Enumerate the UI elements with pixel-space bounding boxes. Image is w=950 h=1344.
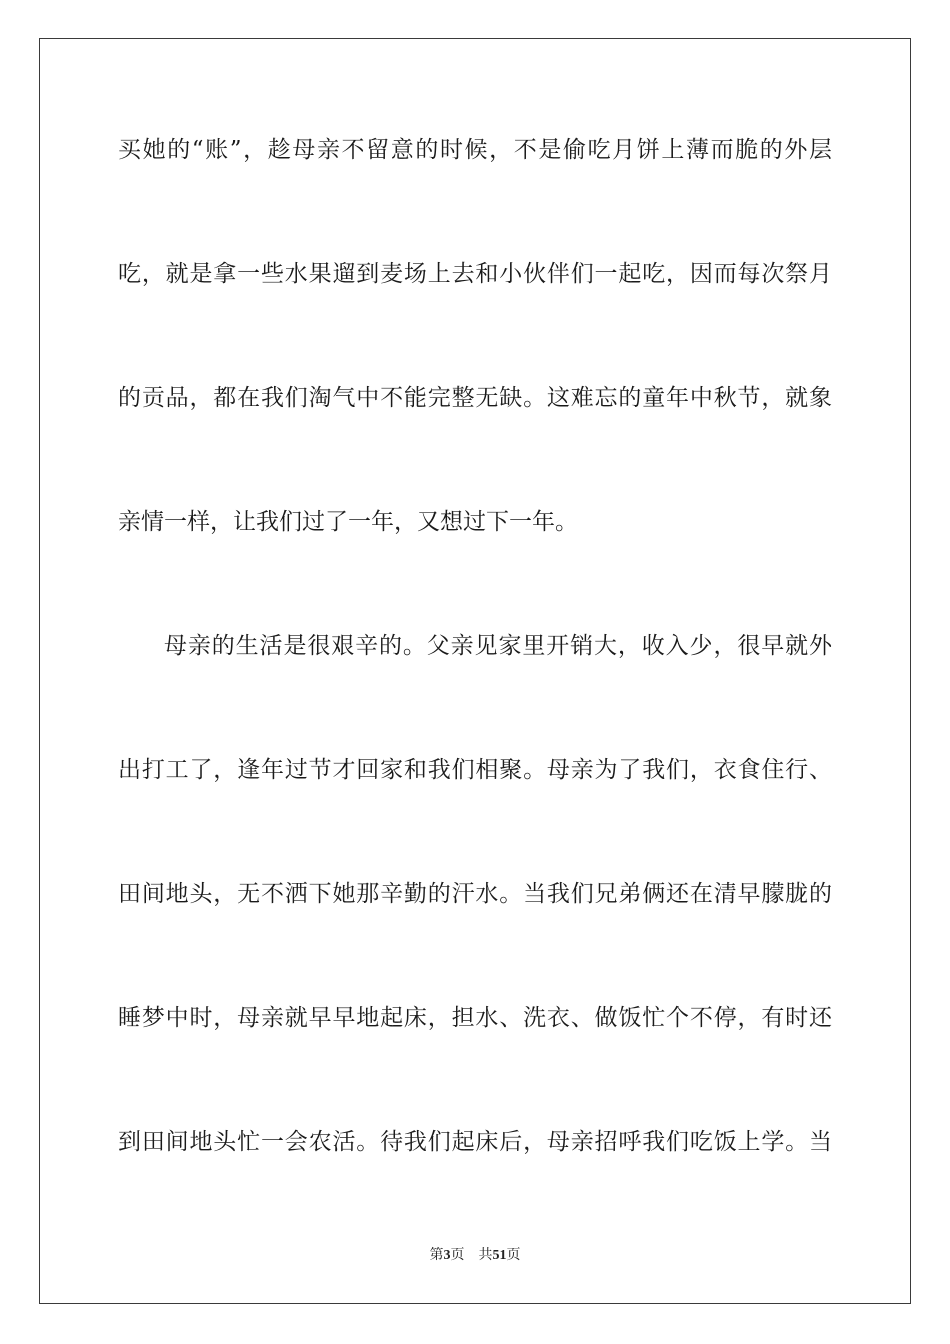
page-border xyxy=(39,38,911,1304)
body-text-line-4: 亲情一样，让我们过了一年，又想过下一年。 xyxy=(118,509,578,535)
body-text-line-2: 吃，就是拿一些水果遛到麦场上去和小伙伴们一起吃，因而每次祭月 xyxy=(118,261,832,287)
page-prefix: 第 xyxy=(429,1248,444,1263)
body-text-line-7: 田间地头，无不洒下她那辛勤的汗水。当我们兄弟俩还在清早朦胧的 xyxy=(118,881,832,907)
body-text-line-6: 出打工了，逢年过节才回家和我们相聚。母亲为了我们，衣食住行、 xyxy=(118,757,832,783)
total-suffix: 页 xyxy=(506,1248,521,1263)
body-text-line-8: 睡梦中时，母亲就早早地起床，担水、洗衣、做饭忙个不停，有时还 xyxy=(118,1005,832,1031)
total-pages: 51 xyxy=(492,1248,507,1263)
body-text-line-5: 母亲的生活是很艰辛的。父亲见家里开销大，收入少，很早就外 xyxy=(164,633,832,659)
page-footer xyxy=(0,1246,950,1266)
body-text-line-3: 的贡品，都在我们淘气中不能完整无缺。这难忘的童年中秋节，就象 xyxy=(118,385,832,411)
body-text-line-9: 到田间地头忙一会农活。待我们起床后，母亲招呼我们吃饭上学。当 xyxy=(118,1129,832,1155)
total-prefix: 共 xyxy=(478,1248,493,1263)
page-number: 3 xyxy=(443,1248,451,1263)
page-suffix: 页 xyxy=(450,1248,465,1263)
body-text-line-1: 买她的“账”，趁母亲不留意的时候，不是偷吃月饼上薄而脆的外层 xyxy=(118,137,832,163)
